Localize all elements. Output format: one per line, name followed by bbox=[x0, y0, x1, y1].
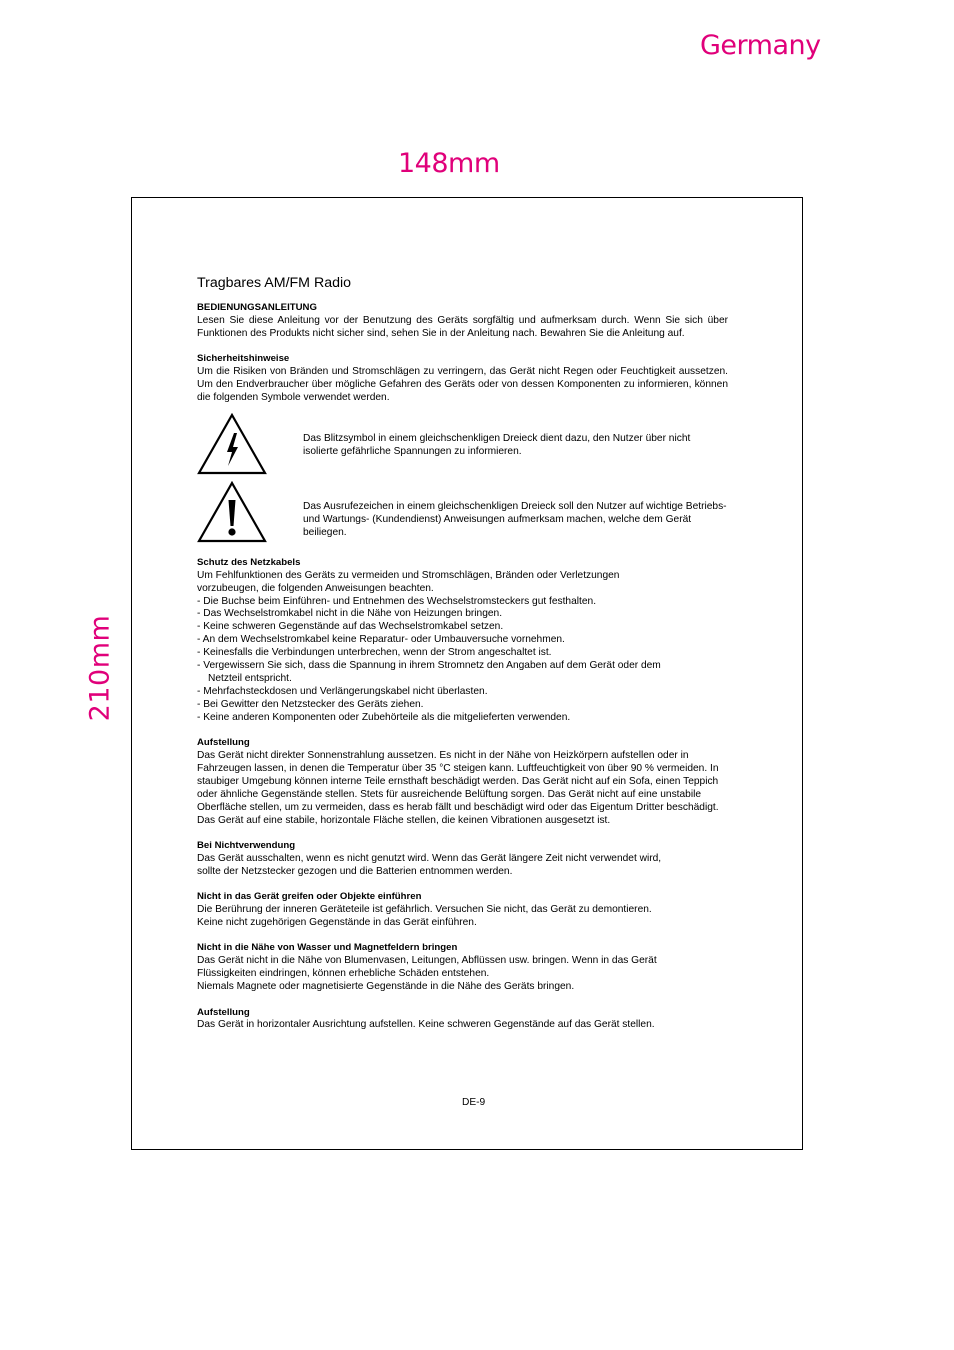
list-item: - An dem Wechselstromkabel keine Reparatur- oder Umbauversuche vornehmen. bbox=[197, 634, 565, 646]
section-heading: Sicherheitshinweise bbox=[197, 353, 290, 365]
section-text: Das Gerät nicht in die Nähe von Blumenvasen, Leitungen, Abflüssen usw. bringen. Wenn in das Gerät bbox=[197, 955, 657, 967]
section-text: Flüssigkeiten eindringen, können erhebliche Schäden entstehen. bbox=[197, 968, 490, 980]
section-text: Niemals Magnete oder magnetisierte Gegenstände in die Nähe des Geräts bringen. bbox=[197, 981, 575, 993]
section-idle bbox=[197, 840, 728, 879]
section-text: vorzubeugen, die folgenden Anweisungen beachten. bbox=[197, 582, 434, 594]
list-item: - Keine schweren Gegenstände auf das Wechselstromkabel setzen. bbox=[197, 621, 504, 633]
exclamation-warning-icon bbox=[197, 481, 267, 543]
section-manual bbox=[197, 302, 728, 341]
list-item: - Die Buchse beim Einführen- und Entnehmen des Wechselstromsteckers gut festhalten. bbox=[197, 595, 597, 607]
section-heading: Nicht in die Nähe von Wasser und Magnetfeldern bringen bbox=[197, 942, 458, 954]
section-heading: BEDIENUNGSANLEITUNG bbox=[197, 302, 317, 313]
section-text: Um Fehlfunktionen des Geräts zu vermeiden und Stromschlägen, Bränden oder Verletzungen bbox=[197, 569, 620, 581]
section-safety bbox=[197, 353, 728, 405]
section-text: Das Gerät nicht direkter Sonnenstrahlung aussetzen. Es nicht in der Nähe von Heizkörpern aufstellen oder in Fahrzeugen lassen, in denen die Temperatur über 35 °C steigen kann. Luftfeuchtigkeit von über 90 % vermeiden. In staubiger Umgebung können interne Teile ernsthaft beschädigt werden. Das Gerät nicht auf ein Sofa, einen Teppich oder ähnliche Gegenstände stellen. Stets für ausreichende Belüftung sorgen. Das Gerät nicht auf eine unstabile Oberfläche stellen, um zu vermeiden, dass es herab fällt und beschädigt wird oder das Eigentum Dritter beschädigt. Das Gerät auf eine stabile, horizontale Fläche stellen, die keinen Vibrationen ausgesetzt ist. bbox=[197, 750, 719, 826]
lightning-warning-icon bbox=[197, 413, 267, 475]
manual-content bbox=[197, 274, 728, 1045]
section-heading: Bei Nichtverwendung bbox=[197, 839, 296, 851]
width-dimension-label: 148mm bbox=[398, 148, 500, 179]
height-dimension-label: 210mm bbox=[84, 614, 116, 722]
symbol-row-lightning bbox=[197, 413, 728, 475]
section-text: Lesen Sie diese Anleitung vor der Benutzung des Geräts sorgfältig und aufmerksam durch. Wenn Sie sich über Funktionen des Produkts nicht sicher sind, sehen Sie in der Anleitung nach. Bewahren Sie die Anleitung auf. bbox=[197, 314, 728, 339]
list-item: Netzteil entspricht. bbox=[208, 673, 292, 684]
list-item: - Bei Gewitter den Netzstecker des Geräts ziehen. bbox=[197, 698, 424, 710]
list-item: - Keinesfalls die Verbindungen unterbrechen, wenn der Strom angeschaltet ist. bbox=[197, 647, 552, 659]
section-heading: Aufstellung bbox=[197, 1006, 250, 1018]
symbol-row-exclamation bbox=[197, 481, 728, 543]
page-number: DE-9 bbox=[462, 1097, 486, 1108]
symbol-description: Das Blitzsymbol in einem gleichschenkligen Dreieck dient dazu, den Nutzer über nicht isolierte gefährliche Spannungen zu informieren. bbox=[303, 432, 691, 457]
list-item: - Keine anderen Komponenten oder Zubehörteile als die mitgelieferten verwenden. bbox=[197, 711, 571, 723]
list-item: - Vergewissern Sie sich, dass die Spannung in ihrem Stromnetz den Angaben auf dem Gerät oder dem bbox=[197, 660, 661, 672]
section-text: Die Berührung der inneren Geräteteile ist gefährlich. Versuchen Sie nicht, das Gerät zu demontieren. bbox=[197, 904, 652, 916]
section-heading: Aufstellung bbox=[197, 737, 250, 749]
section-text: Das Gerät ausschalten, wenn es nicht genutzt wird. Wenn das Gerät längere Zeit nicht verwendet wird, bbox=[197, 852, 662, 864]
section-heading: Schutz des Netzkabels bbox=[197, 556, 301, 568]
list-item: - Mehrfachsteckdosen und Verlängerungskabel nicht überlasten. bbox=[197, 685, 488, 697]
document-title: Tragbares AM/FM Radio bbox=[197, 275, 352, 291]
section-text: Keine nicht zugehörigen Gegenstände in das Gerät einführen. bbox=[197, 917, 477, 928]
section-heading: Nicht in das Gerät greifen oder Objekte einführen bbox=[197, 891, 422, 903]
list-item: - Das Wechselstromkabel nicht in die Nähe von Heizungen bringen. bbox=[197, 608, 503, 620]
section-power-cord bbox=[197, 557, 728, 725]
country-label: Germany bbox=[700, 30, 821, 61]
section-text: Um die Risiken von Bränden und Stromschlägen zu verringern, das Gerät nicht Regen oder Feuchtigkeit aussetzen. Um den Endverbraucher über mögliche Gefahren des Geräts oder von dessen Komponenten zu informieren, können die folgenden Symbole verwendet werden. bbox=[197, 366, 728, 403]
section-text: Das Gerät in horizontaler Ausrichtung aufstellen. Keine schweren Gegenstände auf das Gerät stellen. bbox=[197, 1019, 655, 1031]
section-no-objects bbox=[197, 891, 728, 930]
section-setup bbox=[197, 737, 728, 827]
section-water bbox=[197, 942, 728, 994]
symbol-description: Das Ausrufezeichen in einem gleichschenkligen Dreieck soll den Nutzer auf wichtige Betriebs- und Wartungs- (Kundendienst) Anweisungen aufmerksam machen, welche dem Gerät beiliegen. bbox=[303, 500, 727, 538]
section-text: sollte der Netzstecker gezogen und die Batterien entnommen werden. bbox=[197, 865, 513, 877]
section-orientation bbox=[197, 1007, 728, 1033]
